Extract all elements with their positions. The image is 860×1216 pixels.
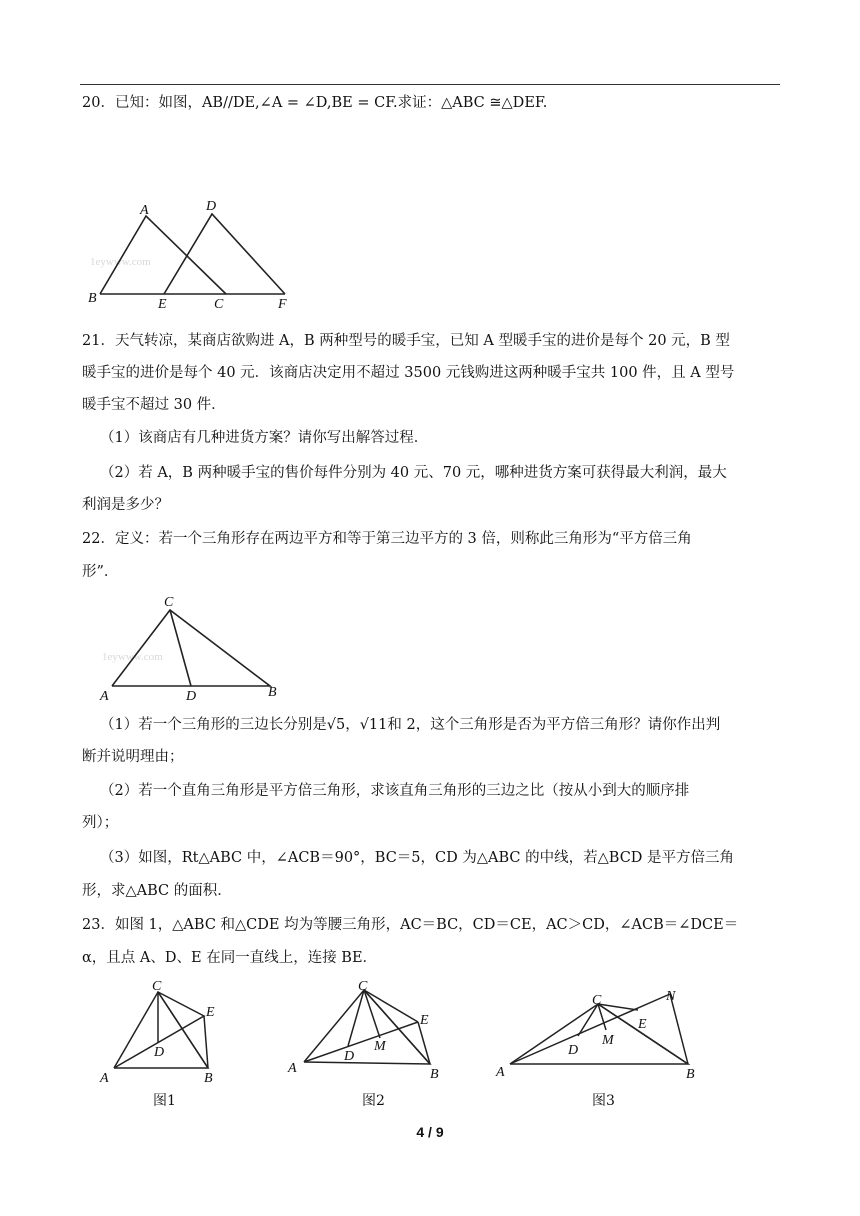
- q22-line2: 形”．: [82, 564, 119, 580]
- label-F: F: [278, 297, 287, 310]
- q21-part2a: （2）若 A，B 两种暖手宝的售价每件分别为 40 元、70 元，哪种进货方案可获得最大利润，最大: [100, 465, 727, 481]
- label-D: D: [186, 689, 197, 704]
- q21-part2b: 利润是多少？: [82, 497, 169, 513]
- label-D: D: [206, 199, 217, 214]
- label-B: B: [268, 685, 277, 700]
- label-C: C: [358, 979, 368, 994]
- label-E: E: [420, 1013, 429, 1028]
- svg-text:1eywww.com: 1eywww.com: [102, 651, 163, 663]
- label-A: A: [100, 689, 109, 704]
- label-M: M: [374, 1039, 386, 1054]
- q23-figure-1: [96, 976, 236, 1086]
- q22-part1b: 断并说明理由；: [82, 749, 184, 765]
- q21-part1: （1）该商店有几种进货方案？请你写出解答过程．: [100, 430, 429, 446]
- q21-line3: 暖手宝不超过 30 件．: [82, 397, 226, 413]
- label-E: E: [638, 1017, 647, 1032]
- q22-figure: [92, 590, 292, 705]
- label-E: E: [158, 297, 167, 310]
- q23-figure-3: [494, 984, 714, 1084]
- label-D: D: [568, 1043, 579, 1058]
- q21-line2: 暖手宝的进价是每个 40 元．该商店决定用不超过 3500 元钱购进这两种暖手宝共 100 件，且 A 型号: [82, 365, 735, 381]
- page-number: 4 / 9: [416, 1124, 444, 1140]
- label-A: A: [100, 1071, 109, 1086]
- q21-line1: 21．天气转凉，某商店欲购进 A，B 两种型号的暖手宝，已知 A 型暖手宝的进价是每个 20 元，B 型: [82, 333, 730, 349]
- label-M: M: [602, 1033, 614, 1048]
- svg-text:1eywww.com: 1eywww.com: [90, 256, 151, 268]
- label-D: D: [344, 1049, 355, 1064]
- label-A: A: [140, 203, 149, 218]
- label-B: B: [430, 1067, 439, 1082]
- figure-1-caption: 图1: [153, 1093, 176, 1109]
- q22-part1a: （1）若一个三角形的三边长分别是√5，√11和 2，这个三角形是否为平方倍三角形？请你作出判: [100, 717, 721, 733]
- q20-text: 20．已知：如图，AB//DE,∠A = ∠D,BE = CF.求证：△ABC ≅△DEF.: [82, 95, 548, 111]
- q20-figure: [80, 190, 300, 310]
- label-C: C: [592, 993, 602, 1008]
- label-B: B: [686, 1067, 695, 1082]
- label-A: A: [288, 1061, 297, 1076]
- label-E: E: [206, 1005, 215, 1020]
- label-A: A: [496, 1065, 505, 1080]
- q23-figure-2: [284, 976, 454, 1086]
- q23-line1: 23．如图 1，△ABC 和△CDE 均为等腰三角形，AC＝BC，CD＝CE，AC＞CD，∠ACB＝∠DCE＝: [82, 917, 739, 933]
- q22-line1: 22．定义：若一个三角形存在两边平方和等于第三边平方的 3 倍，则称此三角形为“平方倍三角: [82, 531, 692, 547]
- q22-part2b: 列）；: [82, 815, 119, 831]
- q22-part3b: 形，求△ABC 的面积．: [82, 883, 232, 899]
- q22-part2a: （2）若一个直角三角形是平方倍三角形，求该直角三角形的三边之比（按从小到大的顺序排: [100, 783, 690, 799]
- label-N: N: [666, 989, 676, 1004]
- label-C: C: [164, 595, 174, 610]
- q23-line2: α，且点 A、D、E 在同一直线上，连接 BE．: [82, 950, 378, 966]
- figure-2-caption: 图2: [362, 1093, 385, 1109]
- label-C: C: [214, 297, 224, 310]
- figure-3-caption: 图3: [592, 1093, 615, 1109]
- label-D: D: [154, 1045, 165, 1060]
- q22-part3a: （3）如图，Rt△ABC 中，∠ACB＝90°，BC＝5，CD 为△ABC 的中线，若△BCD 是平方倍三角: [100, 850, 735, 866]
- header-rule: [80, 84, 780, 85]
- label-B: B: [204, 1071, 213, 1086]
- label-C: C: [152, 979, 162, 994]
- label-B: B: [88, 291, 97, 306]
